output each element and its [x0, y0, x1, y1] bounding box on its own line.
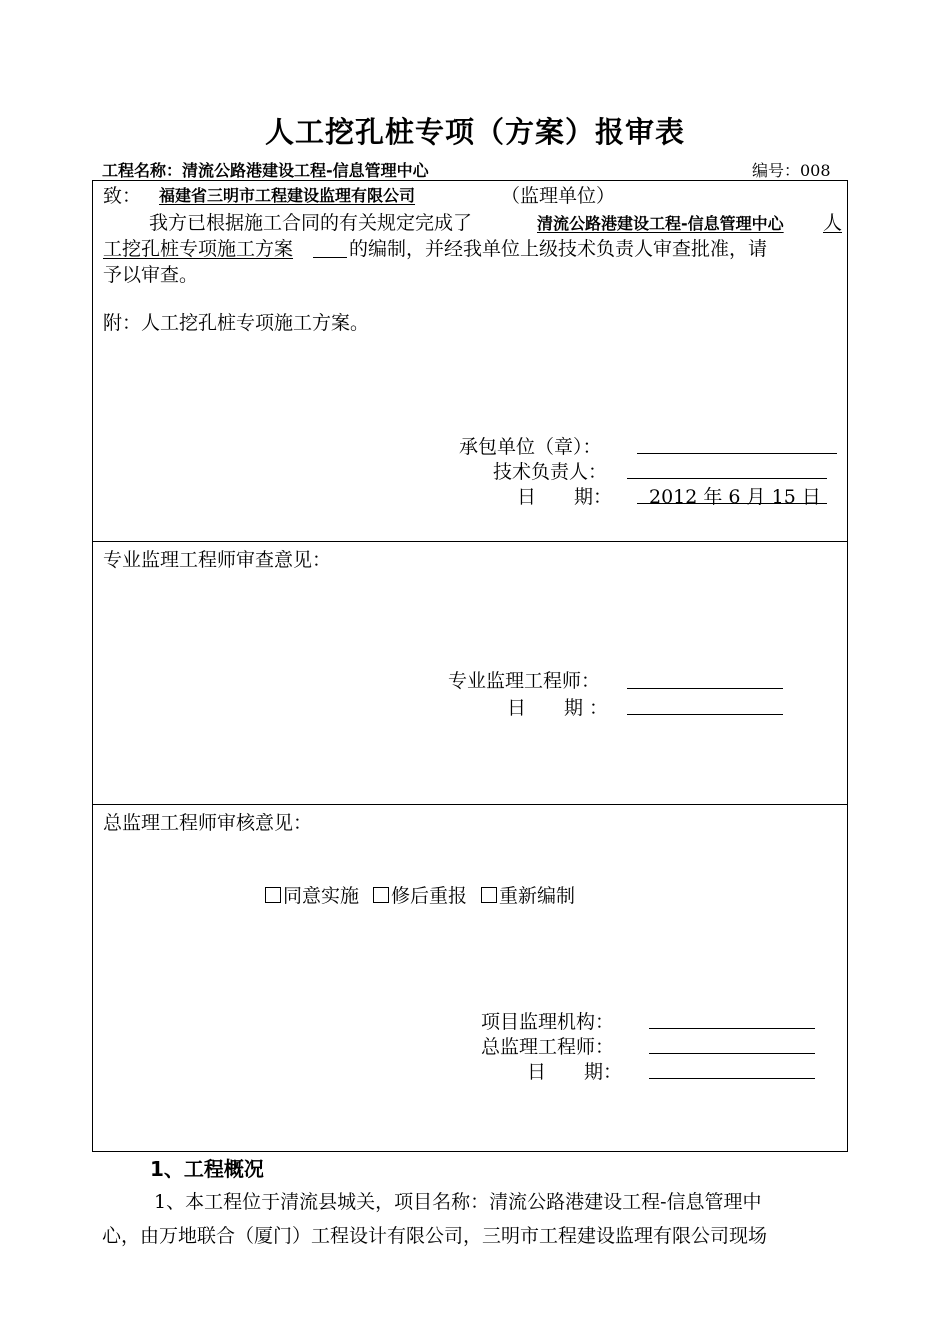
page-title: 人工挖孔桩专项（方案）报审表: [264, 115, 685, 149]
section-heading-overview: 1、工程概况: [150, 1157, 264, 1181]
chief-engineer-label: 总监理工程师：: [481, 1036, 615, 1058]
to-label: 致：: [103, 185, 142, 207]
form-number: 编号：008: [752, 161, 831, 180]
engineer-review-heading: 专业监理工程师审查意见：: [103, 549, 332, 571]
checkbox-icon[interactable]: [265, 887, 281, 903]
tech-lead-label: 技术负责人：: [493, 461, 608, 483]
statement-line-1-end: 人: [823, 212, 843, 234]
attachment-note: 附：人工挖孔桩专项施工方案。: [103, 312, 370, 334]
overview-paragraph-line-1: 1、本工程位于清流县城关，项目名称：清流公路港建设工程-信息管理中: [154, 1191, 762, 1213]
option-approve[interactable]: [265, 881, 359, 908]
option-revise-label: 修后重报: [391, 885, 468, 907]
overview-paragraph-line-2: 心，由万地联合（厦门）工程设计有限公司，三明市工程建设监理有限公司现场: [102, 1225, 768, 1247]
option-redo-label: 重新编制: [499, 885, 576, 907]
submit-date-line: [637, 503, 827, 504]
contractor-label: 承包单位（章）：: [459, 436, 602, 458]
chief-review-section: [92, 804, 848, 1152]
supervision-org-label: 项目监理机构：: [481, 1011, 615, 1033]
statement-line-1: 我方已根据施工合同的有关规定完成了: [149, 212, 473, 234]
submit-date-label: 日 期：: [517, 486, 613, 508]
checkbox-icon[interactable]: [373, 887, 389, 903]
statement-project-name: 清流公路港建设工程-信息管理中心: [537, 214, 784, 233]
chief-engineer-line: [649, 1053, 815, 1054]
engineer-label: 专业监理工程师：: [448, 670, 601, 692]
chief-date-line: [649, 1078, 815, 1079]
option-redo[interactable]: [481, 881, 575, 908]
supervision-unit-name: 福建省三明市工程建设监理有限公司: [159, 186, 416, 205]
engineer-date-label: 日 期 ：: [507, 697, 609, 719]
contractor-signature-line: [637, 453, 837, 454]
chief-date-label: 日 期：: [527, 1061, 623, 1083]
engineer-signature-line: [627, 688, 783, 689]
submission-section: [92, 180, 848, 542]
engineer-review-section: [92, 541, 848, 805]
option-revise[interactable]: [373, 881, 467, 908]
submit-date-value: 2012 年 6 月 15 日: [649, 486, 821, 508]
supervision-org-line: [649, 1028, 815, 1029]
tech-lead-signature-line: [627, 478, 827, 479]
engineer-date-line: [627, 714, 783, 715]
statement-plan-name: 工挖孔桩专项施工方案: [103, 238, 294, 260]
statement-line-2: 的编制，并经我单位上级技术负责人审查批准，请: [349, 238, 768, 260]
supervision-unit-suffix: （监理单位）: [501, 185, 616, 207]
decision-options: [265, 881, 589, 908]
option-approve-label: 同意实施: [283, 885, 360, 907]
chief-review-heading: 总监理工程师审核意见：: [103, 812, 313, 834]
statement-line-3: 予以审查。: [103, 264, 199, 286]
checkbox-icon[interactable]: [481, 887, 497, 903]
project-name: 工程名称：清流公路港建设工程-信息管理中心: [102, 161, 429, 180]
plan-name-underline: [313, 257, 347, 258]
